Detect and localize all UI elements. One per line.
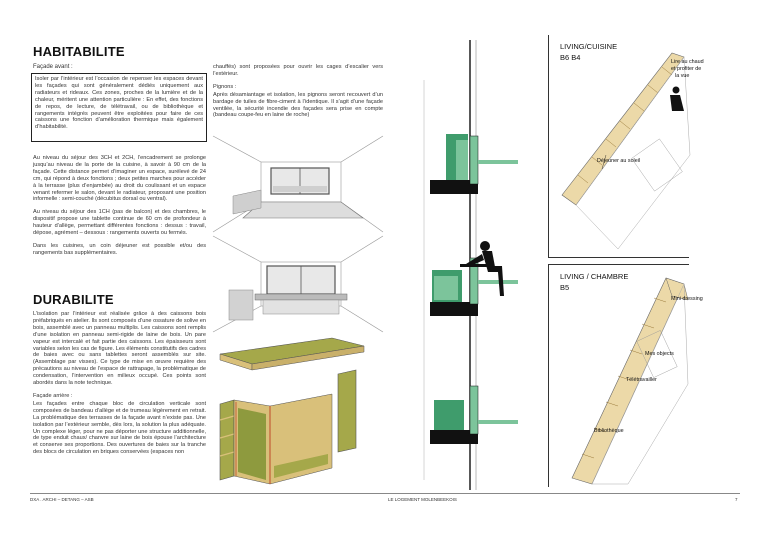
section-title-habitabilite: HABITABILITE [33, 44, 125, 59]
caisson-exploded-view [214, 334, 384, 490]
paragraph: Au niveau du séjour des 3CH et 2CH, l’encadrement se prolonge jusqu’au niveau de la porte de la cuisine, à savoir à 90 cm de la façade. Cette distance permet d’imaginer un espace, surélevé de 24 cm, qui répond à deux fonctions ; deux petites marches pour accéder à la terrasse (plus d’enjambée) au droit du coulissant et un espace venant refermer le salon, devant le radiateur, proposant une position informelle : semi-couché (décubitus dorsal ou ventral). [33, 155, 206, 203]
label-vue: la vue [675, 73, 690, 79]
interior-sketch-2 [213, 236, 383, 332]
paragraph: Après désamiantage et isolation, les pignons seront recouvert d’un bardage de tuiles de fibre-ciment à l’identique. Il s’agit d’une façade ventilée, la sécurité incendie des façades sera prise en compte (bandeau coupe-feu en laine de roche) [213, 91, 383, 119]
pignons-label: Pignons : [213, 83, 237, 90]
label-teletravailler: Télétravailler [626, 377, 657, 383]
column2-text [213, 64, 383, 125]
plan-top-title: LIVING/CUISINE [560, 42, 618, 51]
highlight-box: Isoler par l’intérieur est l’occasion de repenser les espaces devant les façades qui sont généralement dédiés uniquement aux radiateurs et rideaux. Ces zones, proches de la lumière et de la chaleur, méritent une attention particulière : En effet, des fonctions de repos, de lecture, de télétravail, ou de bibliothèque et rangements intégrés peuvent être exploitées pour faire de ces caissons une fonction d’amélioration thermique mais également d’habitabilité. [31, 73, 207, 142]
paragraph: chauffés) sont proposées pour ouvrir les cages d’escalier vers l’extérieur. [213, 64, 383, 77]
label-dejeuner: Déjeuner au soleil [597, 158, 641, 164]
label-bibliotheque: Bibliothèque [594, 428, 624, 434]
footer-rule [30, 493, 740, 494]
facade-avant-label: Façade avant : [33, 64, 73, 70]
facade-arriere-label: Façade arrière : [33, 392, 73, 399]
paragraph: Les façades entre chaque bloc de circulation verticale sont composées de bandeau d’allège et de trumeau légèrement en retrait. La problématique des terrasses de la façade avant n’existe pas. Une isolation par l’extérieur semble, dès lors, la solution la plus adéquate. Un complexe léger, pour ne pas déporter une structure additionnelle, de type enduit chaux/ chanvre sur laine de bois épouse l’architecture et conserve ses proportions. Des ouvertures de baies sur la tranche des blocs de circulation en briques conservées (espaces non [33, 400, 206, 456]
durabilite-text [33, 311, 206, 462]
footer-left: DXA . ARCHI – DETANG – ASB [30, 497, 94, 502]
footer-center: LE LOGEMENT MOLENBEEKOIS [388, 497, 457, 502]
section-title-durabilite: DURABILITE [33, 292, 114, 307]
label-profiter: et profiter de [671, 66, 702, 72]
plan-bottom-subtitle: B5 [560, 283, 570, 292]
label-mes-objets: Mes objects [645, 351, 674, 357]
facade-section-drawing [410, 40, 532, 490]
interior-sketch-1 [213, 136, 383, 232]
paragraph: Au niveau du séjour des 1CH (pas de balcon) et des chambres, le dispositif propose une tablette continue de 60 cm de profondeur à hauteur d’allège, permettant différentes fonctions : dessus : travail, dépose, agrément – dessous : rangements ouverts ou fermés. [33, 209, 206, 237]
plan-top-subtitle: B6 B4 [560, 53, 581, 62]
paragraph: Dans les cuisines, un coin déjeuner est possible et/ou des rangements bas supplémentaires. [33, 242, 206, 256]
label-lire-au-chaud: Lire au chaud [671, 59, 704, 65]
plan-bottom-title: LIVING / CHAMBRE [560, 272, 629, 281]
label-mini-dressing: Mini dressing [671, 296, 703, 302]
paragraph: L’isolation par l’intérieur est réalisée grâce à des caissons bois préfabriqués en atelier. Ils sont composés d’une ossature de solive en bois, assemblé avec un panneau multiplis. Les caissons sont remplis d’une isolation en panneau semi-rigide de laine de bois. Un pare vapeur est intercalé et fait partie des caissons. Les épaisseurs sont variables selon les cas de figure. Les éléments constitutifs des cadres de baies avec ou sans tablettes seront assemblés sur site. (Assemblage par visses). Ce type de mise en œuvre requière des précautions au niveau de l’espace de rattrapage, la problématique de condensation, l’intervention en milieux occupé. Ces points sont abordés dans la note technique. [33, 311, 206, 387]
page-number: 7 [735, 497, 738, 502]
habitabilite-text [33, 155, 206, 263]
